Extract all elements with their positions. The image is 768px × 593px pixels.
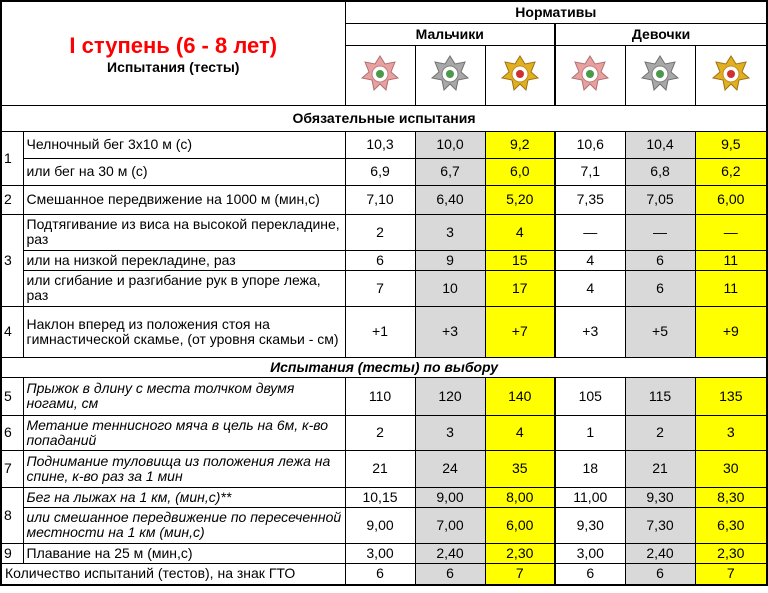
- value-cell: 2,30: [695, 543, 767, 563]
- test-label: Наклон вперед из положения стоя на гимнастической скамье, (от уровня скамьи - см): [23, 306, 345, 357]
- value-cell: 6,0: [485, 158, 555, 185]
- value-cell: +9: [695, 306, 767, 357]
- test-label: Смешанное передвижение на 1000 м (мин,с): [23, 185, 345, 214]
- row-number: 5: [1, 377, 23, 415]
- value-cell: 6,8: [625, 158, 695, 185]
- silver-badge-icon: [640, 54, 680, 94]
- value-cell: 2,40: [625, 543, 695, 563]
- value-cell: 6: [345, 563, 415, 585]
- row-number: 2: [1, 185, 23, 214]
- value-cell: 6: [415, 563, 485, 585]
- value-cell: 6,9: [345, 158, 415, 185]
- value-cell: 6,00: [485, 507, 555, 543]
- test-label: Челночный бег 3х10 м (с): [23, 131, 345, 158]
- badge-cell: [345, 45, 415, 105]
- value-cell: 6,00: [695, 185, 767, 214]
- value-cell: 4: [485, 415, 555, 450]
- table-row: [1, 507, 767, 543]
- table-row: [1, 487, 767, 507]
- test-label: Бег на лыжах на 1 км, (мин,с)**: [23, 487, 345, 507]
- row-number: 1: [1, 131, 23, 185]
- value-cell: 18: [555, 450, 625, 487]
- badge-cell: [485, 45, 555, 105]
- value-cell: 115: [625, 377, 695, 415]
- value-cell: 17: [485, 270, 555, 306]
- section-optional: Испытания (тесты) по выбору: [1, 357, 767, 377]
- value-cell: 6,30: [695, 507, 767, 543]
- value-cell: 2: [345, 415, 415, 450]
- value-cell: 7,00: [415, 507, 485, 543]
- badge-cell: [625, 45, 695, 105]
- value-cell: 3: [415, 214, 485, 250]
- footer-row: [1, 563, 767, 585]
- value-cell: 9,00: [415, 487, 485, 507]
- value-cell: 110: [345, 377, 415, 415]
- value-cell: 9,5: [695, 131, 767, 158]
- bronze-badge-icon: [570, 54, 610, 94]
- value-cell: 11,00: [555, 487, 625, 507]
- value-cell: 11: [695, 250, 767, 270]
- value-cell: 6: [555, 563, 625, 585]
- value-cell: 6: [625, 250, 695, 270]
- value-cell: 9: [415, 250, 485, 270]
- value-cell: 6,40: [415, 185, 485, 214]
- table-row: [1, 250, 767, 270]
- value-cell: 9,00: [345, 507, 415, 543]
- value-cell: +5: [625, 306, 695, 357]
- value-cell: 5,20: [485, 185, 555, 214]
- badge-cell: [555, 45, 625, 105]
- test-label: Поднимание туловища из положения лежа на спине, к-во раз за 1 мин: [23, 450, 345, 487]
- bronze-badge-icon: [360, 54, 400, 94]
- value-cell: 21: [345, 450, 415, 487]
- value-cell: 10,6: [555, 131, 625, 158]
- gold-badge-icon: [500, 54, 540, 94]
- value-cell: 4: [555, 250, 625, 270]
- value-cell: 3: [415, 415, 485, 450]
- value-cell: 7,1: [555, 158, 625, 185]
- value-cell: +3: [555, 306, 625, 357]
- test-label: или смешанное передвижение по пересеченной местности на 1 км (мин,с): [23, 507, 345, 543]
- value-cell: 7,05: [625, 185, 695, 214]
- value-cell: 3: [695, 415, 767, 450]
- row-number: 8: [1, 487, 23, 543]
- value-cell: 4: [555, 270, 625, 306]
- value-cell: 120: [415, 377, 485, 415]
- value-cell: 10,0: [415, 131, 485, 158]
- row-number: 7: [1, 450, 23, 487]
- stage-header: [1, 1, 345, 105]
- boys-header: Мальчики: [345, 23, 555, 45]
- value-cell: 2: [625, 415, 695, 450]
- test-label: или на низкой перекладине, раз: [23, 250, 345, 270]
- row-number: 6: [1, 415, 23, 450]
- test-label: Метание теннисного мяча в цель на 6м, к-во попаданий: [23, 415, 345, 450]
- value-cell: 7,30: [625, 507, 695, 543]
- table-row: [1, 158, 767, 185]
- stage-title: I ступень (6 - 8 лет): [69, 32, 278, 58]
- value-cell: —: [625, 214, 695, 250]
- value-cell: 9,2: [485, 131, 555, 158]
- stage-subtitle: Испытания (тесты): [107, 58, 240, 75]
- value-cell: 7,35: [555, 185, 625, 214]
- value-cell: 9,30: [625, 487, 695, 507]
- row-number: 3: [1, 214, 23, 306]
- value-cell: 6: [625, 563, 695, 585]
- test-label: или бег на 30 м (с): [23, 158, 345, 185]
- value-cell: —: [555, 214, 625, 250]
- table-row: [1, 306, 767, 357]
- value-cell: 2: [345, 214, 415, 250]
- row-number: 9: [1, 543, 23, 563]
- value-cell: 8,30: [695, 487, 767, 507]
- value-cell: 7: [485, 563, 555, 585]
- value-cell: 6: [625, 270, 695, 306]
- value-cell: 7: [695, 563, 767, 585]
- value-cell: 6,2: [695, 158, 767, 185]
- gold-badge-icon: [711, 54, 751, 94]
- value-cell: 6: [345, 250, 415, 270]
- table-row: [1, 185, 767, 214]
- test-label: Плавание на 25 м (мин,с): [23, 543, 345, 563]
- value-cell: 4: [485, 214, 555, 250]
- test-label: Подтягивание из виса на высокой перекладине, раз: [23, 214, 345, 250]
- value-cell: 15: [485, 250, 555, 270]
- table-row: [1, 131, 767, 158]
- badge-cell: [695, 45, 767, 105]
- silver-badge-icon: [430, 54, 470, 94]
- value-cell: 6,7: [415, 158, 485, 185]
- value-cell: 7: [345, 270, 415, 306]
- value-cell: 9,30: [555, 507, 625, 543]
- test-label: или сгибание и разгибание рук в упоре лежа, раз: [23, 270, 345, 306]
- value-cell: 30: [695, 450, 767, 487]
- value-cell: 10: [415, 270, 485, 306]
- value-cell: 10,15: [345, 487, 415, 507]
- value-cell: 3,00: [345, 543, 415, 563]
- row-number: 4: [1, 306, 23, 357]
- girls-header: Девочки: [555, 23, 767, 45]
- table-row: [1, 450, 767, 487]
- badge-cell: [415, 45, 485, 105]
- table-row: [1, 543, 767, 563]
- value-cell: +1: [345, 306, 415, 357]
- table-row: [1, 270, 767, 306]
- value-cell: 24: [415, 450, 485, 487]
- value-cell: 21: [625, 450, 695, 487]
- value-cell: 7,10: [345, 185, 415, 214]
- value-cell: 135: [695, 377, 767, 415]
- table-row: [1, 214, 767, 250]
- norms-header: Нормативы: [345, 1, 767, 23]
- value-cell: +3: [415, 306, 485, 357]
- value-cell: 3,00: [555, 543, 625, 563]
- value-cell: 11: [695, 270, 767, 306]
- value-cell: 10,4: [625, 131, 695, 158]
- value-cell: 35: [485, 450, 555, 487]
- value-cell: —: [695, 214, 767, 250]
- footer-label: Количество испытаний (тестов), на знак ГТО: [1, 563, 345, 585]
- table-row: [1, 377, 767, 415]
- test-label: Прыжок в длину с места толчком двумя ногами, см: [23, 377, 345, 415]
- table-row: [1, 415, 767, 450]
- value-cell: 10,3: [345, 131, 415, 158]
- value-cell: 140: [485, 377, 555, 415]
- section-mandatory: Обязательные испытания: [1, 105, 767, 131]
- value-cell: 8,00: [485, 487, 555, 507]
- value-cell: 105: [555, 377, 625, 415]
- value-cell: 2,30: [485, 543, 555, 563]
- value-cell: +7: [485, 306, 555, 357]
- value-cell: 2,40: [415, 543, 485, 563]
- value-cell: 1: [555, 415, 625, 450]
